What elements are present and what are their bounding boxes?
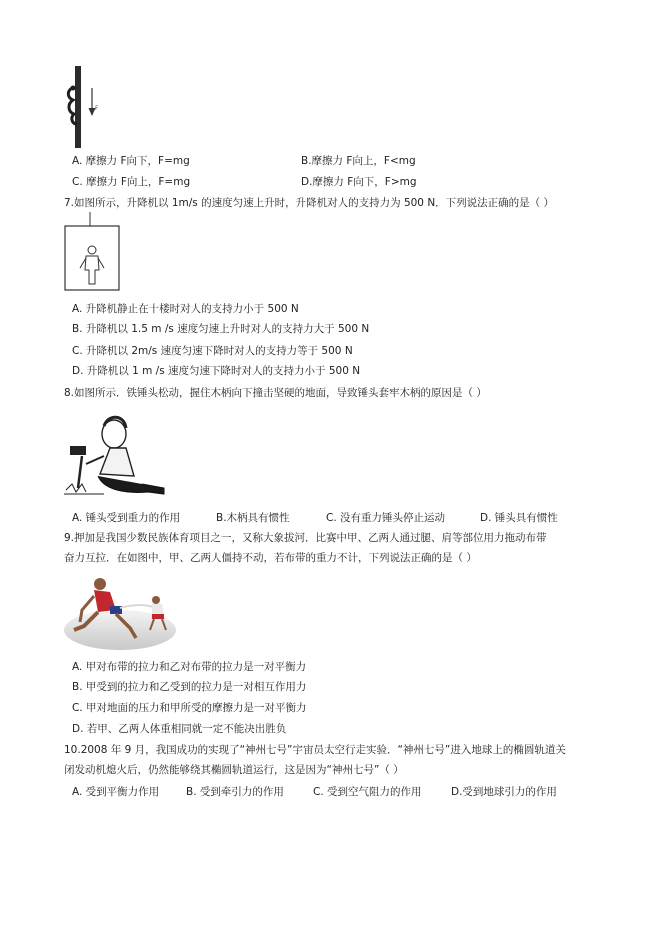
q6-option-d[interactable]: D.摩擦力 F向下，F>mg [301,176,417,188]
q9-option-c[interactable]: C. 甲对地面的压力和甲所受的摩擦力是一对平衡力 [72,702,307,714]
q8-option-b[interactable]: B.木柄具有惯性 [216,512,290,524]
q9-option-d[interactable]: D. 若甲、乙两人体重相同就一定不能决出胜负 [72,723,287,735]
q9-stem-line1: 9.押加是我国少数民族体育项目之一，又称大象拔河．比赛中甲、乙两人通过腿、肩等部位用力拖动布带 [64,532,547,544]
gecko-pole-figure [64,66,106,148]
svg-text:F: F [95,105,99,112]
q7-option-c[interactable]: C. 升降机以 2m/s 速度匀速下降时对人的支持力等于 500 N [72,345,353,357]
q7-option-b[interactable]: B. 升降机以 1.5 m /s 速度匀速上升时对人的支持力大于 500 N [72,323,370,335]
q8-option-d[interactable]: D. 锤头具有惯性 [480,512,558,524]
tug-of-war-photo [64,570,176,650]
q6-option-a[interactable]: A. 摩擦力 F向下，F=mg [72,155,190,167]
q9-option-b[interactable]: B. 甲受到的拉力和乙受到的拉力是一对相互作用力 [72,681,307,693]
q9-stem-line2: 奋力互拉．在如图中，甲、乙两人僵持不动，若布带的重力不计，下列说法正确的是（ ） [64,552,477,564]
q10-stem-line1: 10.2008 年 9 月，我国成功的实现了“神州七号”宇宙员太空行走实验．“神州七号”进入地球上的椭圆轨道关 [64,744,566,756]
hammer-boy-figure [64,404,172,500]
q6-option-b[interactable]: B.摩擦力 F向上，F<mg [301,155,416,167]
q8-option-a[interactable]: A. 锤头受到重力的作用 [72,512,181,524]
q10-option-b[interactable]: B. 受到牵引力的作用 [186,786,284,798]
q9-option-a[interactable]: A. 甲对布带的拉力和乙对布带的拉力是一对平衡力 [72,661,307,673]
elevator-figure [64,212,122,292]
q8-option-c[interactable]: C. 没有重力锤头停止运动 [326,512,446,524]
q10-option-a[interactable]: A. 受到平衡力作用 [72,786,160,798]
q7-stem: 7.如图所示，升降机以 1m/s 的速度匀速上升时，升降机对人的支持力为 500 N．下列说法正确的是（ ） [64,197,555,209]
q8-stem: 8.如图所示．铁锤头松动，握住木柄向下撞击坚硬的地面，导致锤头套牢木柄的原因是（ ） [64,387,487,399]
q7-option-d[interactable]: D. 升降机以 1 m /s 速度匀速下降时对人的支持力小于 500 N [72,365,361,377]
q10-option-d[interactable]: D.受到地球引力的作用 [451,786,557,798]
q6-option-c[interactable]: C. 摩擦力 F向上，F=mg [72,176,191,188]
q10-stem-line2: 闭发动机熄火后，仍然能够绕其椭圆轨道运行，这是因为“神州七号”（ ） [64,764,404,776]
q10-option-c[interactable]: C. 受到空气阻力的作用 [313,786,422,798]
q7-option-a[interactable]: A. 升降机静止在十楼时对人的支持力小于 500 N [72,303,299,315]
